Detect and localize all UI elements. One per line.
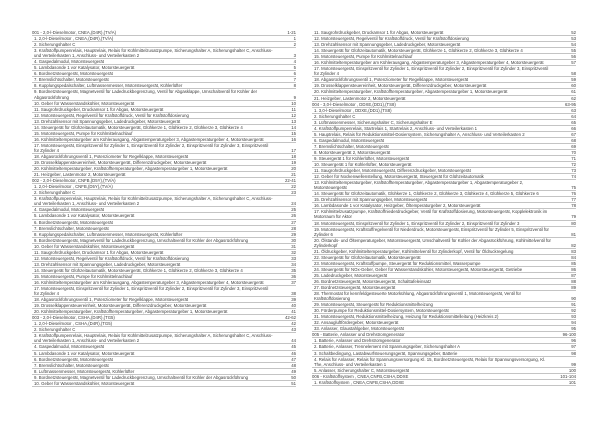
toc-page-number: 11 — [291, 106, 296, 112]
toc-entry-title: 9. Bordnetzsteuergerät, Magnetventil für Ladedruckbegrenzung, Umschaltventil für Kühler der Abgasrückführung — [34, 237, 249, 243]
toc-entry-title: 9. Bordnetzsteuergerät, Magnetventil für Ladedruckbegrenzung, Ventil für Abgasklappe, Umschaltventil für Kühler der Abgasrückführung — [34, 89, 258, 100]
toc-entry-title: 10. Steuergerät 1 für Kühlerlüfter, Motorsteuergerät — [314, 162, 412, 168]
toc-page-number: 83 — [571, 248, 576, 254]
toc-entry-title: 32. Ansaugluftfördergeber, Motorsteuergerät — [314, 320, 399, 326]
toc-page-number: 94 — [571, 320, 576, 326]
toc-entry[interactable] — [312, 227, 576, 238]
toc-entry-title: 2. Sicherungshalter C — [314, 113, 356, 119]
toc-entry-title: 15. Motorsteuergerät, Pumpe für Kühlmittelnachlauf — [34, 273, 133, 279]
toc-entry-title: 6. Gaspedalmodul, Motorsteuergerät — [314, 137, 384, 143]
toc-entry-title: 1. Batterie, Anlasser und Drehstromgenerator — [314, 338, 401, 344]
toc-entry-title: 4. Relais für Anlasser, Relais für Spannungsversorgung Kl. 15, Bordnetzsteuergerät, Relais für Spannungsversorgung, Kl. The, Anschluss- und Verteilerkasten 1 — [314, 356, 546, 367]
toc-entry-title: 11. Saugrohrdruckgeber, Motorsteuergerät, Differenzdruckgeber, Motorsteuergerät — [314, 168, 471, 174]
toc-entry-title: 21. Heizgeber, Lastenmotor 2, Motorsteuergerät — [314, 95, 406, 101]
toc-page-number: 34 — [291, 261, 296, 267]
toc-page-number: 39 — [291, 297, 296, 303]
toc-entry-title: 10. Geber für Wasserstandskühler, Motorsteuergerät — [34, 380, 135, 386]
toc-page-number: 46 — [291, 350, 296, 356]
toc-page-number: 86 — [571, 266, 576, 272]
toc-page-number: 7 — [293, 77, 296, 83]
toc-page-number: 99 — [571, 361, 576, 367]
toc-page-number: 8 — [293, 83, 296, 89]
toc-page-number: 63 — [571, 107, 576, 113]
toc-entry-title: 15. Motorsteuergerät, Pumpe für Kühlmittelnachlauf — [314, 54, 413, 60]
toc-entry-title: 3. Kraftstoffpumpenrelais, Hauptrelais, Relais für Kühlmittelzusatzpumpe, Sicherungshalter A, Sicherungshalter C, Anschluss- und Verteilerkasten 1, Anschluss- und Verteilerkasten 2 — [34, 333, 273, 344]
toc-entry-title: 4. Gaspedalmodul, Motorsteuergerät — [34, 344, 104, 350]
toc-page-number: 76 — [571, 191, 576, 197]
toc-page-number: 1 — [293, 36, 296, 42]
toc-page-number: 97 — [571, 344, 576, 350]
toc-entry-title: 9. Steuergerät 1 für Kühlerlüfter, Motorsteuergerät — [314, 155, 410, 161]
toc-page-number: 13 — [291, 118, 296, 124]
toc-entry-title: 14. Steuergerät für Glühzeitautomatik, Motorsteuergerät, Glühkerze 1, Glühkerze 2, Glühkerze 3, Glühkerze 4 — [34, 267, 243, 273]
toc-entry-title: 6. Bordnetzsteuergerät, Motorsteuergerät — [34, 356, 113, 362]
toc-entry-title: 33. Anlasser, Glaustahlgeber, Motorsteuergerät — [314, 326, 404, 332]
toc-entry-title: 14. Steuergerät für Glühzeitautomatik, Motorsteuergerät, Glühkerze 1, Glühkerze 2, Glühkerze 3, Glühkerze 4 — [34, 124, 243, 130]
toc-entry-title: 13. Drehzahlsensor mit Spannungsgeber, Ladedruckgeber, Motorsteuergerät — [34, 261, 181, 267]
toc-page-number: 3 — [293, 53, 296, 59]
toc-entry-title: 16. Lambdasonde 1 vor Katalysator, Heizgeber, Öltemperaturgeber 2, Motorsteuergerät — [314, 203, 481, 209]
toc-page-number: 25 — [291, 207, 296, 213]
toc-entry-title: 003 - 2,0-l-Dieselmotor, CSHA,(D4R),(TG5) — [32, 315, 115, 321]
toc-page-number: 101 — [568, 379, 576, 385]
toc-entry-title: 12. Motorsteuergerät, Regelventil für Kraftstoffdruck, Ventil für Kraftstoffdosierung — [314, 36, 469, 42]
toc-page-number: 64 — [571, 113, 576, 119]
toc-page-number: 79 — [571, 214, 576, 220]
toc-page-number: 78 — [571, 203, 576, 209]
toc-entry-title: 15. Drehzahlsensor mit Spannungsgeber, Motorsteuergerät — [314, 197, 427, 203]
toc-entry-title: 5. Lambdasonde 1 vor Katalysator, Motorsteuergerät — [34, 65, 135, 71]
toc-page-number: 77 — [571, 197, 576, 203]
toc-page-number: 68 — [571, 137, 576, 143]
toc-entry-title: 21. Öldruckgeber, Kühlmitteltemperaturgeber, Kühlmittelventil für Zylinderkopf, Ventil für Öldruckregelung — [314, 248, 514, 254]
toc-entry-title: 7. Bremslichtschalter, Motorsteuergerät — [314, 143, 389, 149]
toc-entry-title: 13. Drehzahlsensor mit Spannungsgeber, Ladedruckgeber, Motorsteuergerät — [34, 118, 181, 124]
toc-page-number: 30 — [291, 237, 296, 243]
toc-page-number: 22 — [291, 184, 296, 190]
toc-page-number: 16 — [291, 136, 296, 142]
toc-entry-title: 5. Hauptrelais, Relais für Reduktionsmittel-Dosiersystem, Sicherungshalter A, Anschluss- und Verteilerkasten 2 — [314, 131, 525, 137]
toc-entry-title: 10. Geber für Wasserstandskühler, Motorsteuergerät — [34, 100, 135, 106]
toc-page-number: 98 — [571, 350, 576, 356]
toc-page-number: 52 — [571, 30, 576, 35]
toc-page-number: 21 — [291, 172, 296, 178]
toc-page-number: 19 — [291, 160, 296, 166]
toc-page-number: 40 — [291, 303, 296, 309]
toc-left-column — [32, 30, 296, 387]
toc-page-number: 48 — [291, 362, 296, 368]
toc-entry-title: 15. Motorsteuergerät, Pumpe für Kühlmittelnachlauf — [34, 130, 133, 136]
toc-page-number: 58 — [571, 71, 576, 77]
toc-entry-title: 17. Motorsteuergerät, Einspritzventil für Zylinder 1, Einspritzventil für Zylinder 2, Einspritzventil für Zylinder 3, Einspritzventil für Zylinder 4 — [34, 142, 269, 153]
toc-entry-title: 29. Motorsteuergerät, Steuergerät für Reduktionsmittelheizung — [314, 302, 433, 308]
toc-entry-title: 002 - 2,0-l-Dieselmotor, CNFB,(D5Y),(TV/A) — [32, 178, 116, 184]
toc-page-number: 15 — [291, 130, 296, 136]
toc-entry-title: 28. Thermostat für kennfeldgesteuerte Motorkühlung, Abgasrückführungsventil 1, Motorsteuergerät, Ventil für Kraftstoffdosierung — [314, 291, 522, 302]
toc-entry[interactable] — [312, 209, 576, 220]
toc-entry[interactable] — [312, 180, 576, 191]
toc-page-number: 43 — [291, 327, 296, 333]
toc-page-number: 92 — [571, 308, 576, 314]
toc-entry-title: 30. Förderpumpe für Reduktionsmittel-Dosiersystem, Motorsteuergerät — [314, 308, 449, 314]
toc-page-number: 59 — [571, 77, 576, 83]
toc-entry-title: 20. Kühlmitteltemperaturgeber, Kraftstofftemperaturgeber, Abgastemperaturgeber 1, Motorsteuergerät — [34, 309, 228, 315]
toc-entry-title: 1. 3,0-l-Dieselmotor , DDXE,(DD1),(TS8) — [314, 107, 392, 113]
toc-entry-title: 006 - Kraftstoffsystem , CNEA,CNFB,CSHA,DDXE — [312, 373, 409, 379]
toc-entry-title: 6. Bordnetzsteuergerät, Motorsteuergerät — [34, 219, 113, 225]
toc-page-number: 53 — [571, 36, 576, 42]
toc-entry-title: 20. Ölstands- und Öltemperaturgeber, Motorsteuergerät, Umschaltventil für Kühler der Abgasrückführung, Kühlmittelventil für Zylinderkopf — [314, 237, 551, 248]
toc-entry-title: 12. Geber für Nockenwellenstellung, Motorsteuergerät, Steuergerät für Glühzeitautomatik — [314, 174, 484, 180]
toc-entry-title: 16. Kühlmitteltemperaturgeber am Kühlerausgang, Abgastemperaturgeber 3, Abgastemperaturgeber 4, Motorsteuergerät — [314, 60, 544, 66]
toc-entry-title: 11. Saugrohrdruckgeber, Druckamsor 1 für Abgas, Motorsteuergerät — [34, 249, 164, 255]
toc-entry-title: 1. 2,0-l-Dieselmotor , CNEA,(D4R),(TV/A) — [34, 36, 114, 42]
toc-page-number: 93 — [571, 314, 576, 320]
toc-page-number: 17 — [291, 147, 296, 153]
toc-entry-title: 19. Drosselklappensteuereinheit, Motorsteuergerät, Differenzdruckgeber, Motorsteuergerät — [314, 83, 487, 89]
toc-entry-title: 11. Saugrohrdruckgeber, Druckamsor 1 für Abgas, Motorsteuergerät — [314, 30, 444, 35]
toc-page-number: 75 — [571, 185, 576, 191]
toc-page-number: 50 — [291, 374, 296, 380]
toc-page-number: 5 — [293, 65, 296, 71]
toc-entry-title: 8. Kupplungspedalschalter, Luftmassenmesser, Motorsteuergerät, Kühlerlüfter — [34, 231, 183, 237]
toc-entry-title: 17. Motorsteuergerät, Einspritzventil für Zylinder 1, Einspritzventil für Zylinder 2, Einspritzventil für Zylinder 3, Einspritzventil für Zylinder 4 — [34, 286, 269, 297]
toc-page-number: 54 — [571, 42, 576, 48]
toc-entry[interactable] — [32, 286, 296, 297]
toc-entry-title: 7. Bremslichtschalter, Motorsteuergerät — [34, 77, 109, 83]
toc-page-number: 84 — [571, 254, 576, 260]
toc-entry[interactable] — [32, 48, 296, 59]
toc-page-number: 90 — [571, 296, 576, 302]
toc-entry-title: 21. Heizgeber, Lastenmotor 2, Motorsteuergerät — [34, 172, 126, 178]
toc-page-number: 6 — [293, 71, 296, 77]
toc-page-number: 47 — [291, 356, 296, 362]
toc-entry-title: 19. Drosselklappensteuereinheit, Motorsteuergerät, Differenzdruckgeber, Motorsteuergerät — [34, 303, 207, 309]
toc-entry-title: 13. Drehzahlsensor mit Spannungsgeber, Ladedruckgeber, Motorsteuergerät — [314, 42, 461, 48]
toc-page-number: 41 — [291, 309, 296, 315]
toc-entry-title: 16. Kühlmitteltemperaturgeber am Kühlerausgang, Abgastemperaturgeber 3, Abgastemperaturgeber 4, Motorsteuergerät — [34, 279, 264, 285]
toc-page-number: 65 — [571, 119, 576, 125]
toc-entry-title: 17. Kühlmittelzusatzpumpe, Kraftstoffniederdruckgeber, Ventil für Kraftstoffdosierung, Motorsteuergerät, Kopplelektronik im Motorraum für Aktor — [314, 209, 548, 220]
toc-entry-title: 4. Gaspedalmodul, Motorsteuergerät — [34, 59, 104, 65]
toc-entry-title: 16. Kühlmitteltemperaturgeber am Kühlerausgang, Abgastemperaturgeber 3, Abgastemperaturgeber 4, Motorsteuergerät — [34, 136, 264, 142]
toc-page-number: 35 — [291, 267, 296, 273]
toc-entry-title: 7. Bremslichtschalter, Motorsteuergerät — [34, 362, 109, 368]
toc-page-number: 49 — [291, 368, 296, 374]
toc-entry-title: 18. Abgasrückführungsventil 1, Potenziometer für Regelklappe, Motorsteuergerät — [314, 77, 469, 83]
toc-entry-title: 2. Sicherungshalter C — [34, 190, 76, 196]
toc-entry[interactable] — [312, 380, 576, 386]
toc-page-number: 85 — [571, 260, 576, 266]
toc-entry-title: 1. Kraftstoffsystem , CNEA,CNFB,CSHA,DDXE — [314, 379, 405, 385]
toc-entry-title: 23. Motorsteuergerät, Kraftstoffpumpe, Steuergerät für Reduktionsmittel, Wasserpumpe — [314, 260, 481, 266]
toc-page-number: 45 — [291, 344, 296, 350]
toc-entry[interactable] — [32, 381, 296, 387]
toc-entry-title: 4. Gaspedalmodul, Motorsteuergerät — [34, 207, 104, 213]
toc-entry-title: 3. Lüftmassenmesser, Sicherungshalter C, Sicherungshalter E — [314, 119, 433, 125]
toc-page-number: 33 — [291, 255, 296, 261]
toc-entry-title: 005 - Batterie, Anlasser und Drehstromgenerator — [312, 332, 405, 338]
toc-entry-title: 19. Drosselklappensteuereinheit, Motorsteuergerät, Differenzdruckgeber, Motorsteuergerät — [34, 160, 207, 166]
toc-entry-title: 8. Luftmassenmesser, Motorsteuergerät, Kühlerlüfter — [34, 368, 135, 374]
toc-page-number: 91 — [571, 302, 576, 308]
toc-page-number: 27 — [291, 219, 296, 225]
toc-entry-title: 2. Sicherungshalter C — [34, 327, 76, 333]
toc-page-number: 66 — [571, 125, 576, 131]
toc-entry-title: 2. Batterie, Anlasser, Trennelement mit Spannungsgeber, Sicherungshalter A — [314, 344, 460, 350]
toc-entry-title: 18. Motorsteuergerät, Einspritzventil für Zylinder 1, Einspritzventil für Zylinder 2, Einspritzventil für Zylinder 3 — [314, 220, 520, 226]
toc-entry-title: 13. Kühlmitteltemperaturgeber, Kraftstofftemperaturgeber, Abgastemperaturgeber 1, Abgastemperaturgeber 2, Motorsteuergerät — [314, 180, 524, 191]
toc-page-number: 96 — [571, 338, 576, 344]
toc-page-number: 88 — [571, 278, 576, 284]
toc-entry-title: 20. Kühlmitteltemperaturgeber, Kraftstofftemperaturgeber, Abgastemperaturgeber 1, Motorsteuergerät — [34, 166, 228, 172]
toc-entry-title: 5. Lambdasonde 1 vor Katalysator, Motorsteuergerät — [34, 213, 135, 219]
toc-page-number: 61 — [571, 89, 576, 95]
toc-entry-title: 3. Kraftstoffpumpenrelais, Hauptrelais, Relais für Kühlmittelzusatzpumpe, Sicherungshalter A, Sicherungshalter C, Anschluss- und Verteilerkasten 1, Anschluss- und Verteilerkasten 2 — [34, 196, 273, 207]
toc-page-number: 9 — [293, 94, 296, 100]
toc-page-number: 1-21 — [287, 30, 296, 35]
toc-entry-title: 3. Kraftstoffpumpenrelais, Hauptrelais, Relais für Kühlmittelzusatzpumpe, Sicherungshalter A, Sicherungshalter C, Anschluss- und Verteilerkasten 1, Anschluss- und Verteilerkasten 2 — [34, 48, 273, 59]
toc-entry-title: 14. Steuergerät für Glühzeitautomatik, Motorsteuergerät, Glühkerze 1, Glühkerze 2, Glühkerze 3, Glühkerze 4 — [314, 48, 523, 54]
toc-page-number: 20 — [291, 166, 296, 172]
toc-entry-title: 8. Motorsteuergerät 2, Motorsteuergerät — [314, 149, 391, 155]
toc-entry[interactable] — [32, 196, 296, 207]
toc-page-number: 37 — [291, 279, 296, 285]
toc-entry-title: 25. Ladedruckgeber, Motorsteuergerät — [314, 272, 388, 278]
toc-page-number: 72 — [571, 162, 576, 168]
toc-page-number: 74 — [571, 174, 576, 180]
toc-page-number: 55 — [571, 48, 576, 54]
toc-page-number: 69 — [571, 143, 576, 149]
toc-page-number: 10 — [291, 100, 296, 106]
toc-entry[interactable] — [312, 357, 576, 368]
toc-entry-title: 18. Abgasrückführungsventil 1, Potenziometer für Regelklappe, Motorsteuergerät — [34, 297, 189, 303]
toc-entry-title: 5. Anlasser, Sicherungshalter C, Motorsteuergerät — [314, 367, 410, 373]
toc-page-number: 89 — [571, 285, 576, 291]
toc-page-number: 2 — [293, 42, 296, 48]
toc-page-number: 62 — [571, 95, 576, 101]
toc-page-number: 22-41 — [285, 178, 296, 184]
toc-page-number: 18 — [291, 153, 296, 159]
toc-entry[interactable] — [312, 238, 576, 249]
toc-entry-title: 9. Bordnetzsteuergerät, Magnetventil für Ladedruckbegrenzung, Umschaltventil für Kühler der Abgasrückführung — [34, 374, 249, 380]
toc-entry-title: 2. Sicherungshalter C — [34, 42, 76, 48]
toc-page-number: 81 — [571, 231, 576, 237]
toc-page-number: 23 — [291, 190, 296, 196]
toc-page-number: 42 — [291, 321, 296, 327]
toc-entry-title: 3. Schaltbedingung, Lastabwurfsteuerungsgerät, Spannungsgeber, Batterie — [314, 350, 458, 356]
toc-entry[interactable] — [32, 89, 296, 100]
toc-entry-title: 1. 2,0-l-Dieselmotor , CSHA,(D4R),(TG5) — [34, 321, 113, 327]
toc-entry-title: 004 - 3,0-l-Dieselmotor , DDXE,(DD1),(TS8) — [312, 101, 396, 107]
toc-entry-title: 11. Saugrohrdruckgeber, Druckamsor 1 für Abgas, Motorsteuergerät — [34, 106, 164, 112]
toc-page-number: 71 — [571, 155, 576, 161]
toc-entry-title: 18. Abgasrückführungsventil 1, Potenziometer für Regelklappe, Motorsteuergerät — [34, 153, 189, 159]
toc-page-number: 24 — [291, 201, 296, 207]
toc-page-number: 95 — [571, 326, 576, 332]
toc-page-number: 14 — [291, 124, 296, 130]
toc-entry-title: 19. Motorsteuergerät, Kraftstoffregelventil für Niederdruck, Motorsteuergerät, Einspritzventil für Zylinder 5, Einspritzventil für Zylinder 6 — [314, 226, 549, 237]
toc-entry-title: 24. Steuergerät für NOx-Geber, Geber für Wasserstandskühler, Motorsteuergerät, Motorsteuergerät, Getriebe — [314, 266, 523, 272]
toc-page-number: 80 — [571, 220, 576, 226]
toc-page-number: 82 — [571, 242, 576, 248]
toc-entry-title: 12. Motorsteuergerät, Regelventil für Kraftstoffdruck, Ventil für Kraftstoffdosierung — [34, 255, 189, 261]
toc-page-number: 44 — [291, 338, 296, 344]
toc-entry-title: 20. Kühlmitteltemperaturgeber, Kraftstofftemperaturgeber, Abgastemperaturgeber 1, Motorsteuergerät — [314, 89, 508, 95]
toc-entry-title: 27. Bordnetzsteuergerät, Motorsteuergerät — [314, 285, 396, 291]
toc-page-number: 60 — [571, 83, 576, 89]
toc-entry-title: 26. Bordnetzsteuergerät, Motorsteuergerät, Schalttafeleinsatz — [314, 278, 432, 284]
toc-page-number: 57 — [571, 60, 576, 66]
toc-entry[interactable] — [32, 333, 296, 344]
toc-page-number: 63-95 — [565, 101, 576, 107]
toc-page-number: 51 — [291, 380, 296, 386]
toc-page-number: 101-104 — [560, 373, 576, 379]
toc-page-number: 70 — [571, 149, 576, 155]
toc-entry-title: 1. 2,0-l-Dieselmotor , CNFB,(D5Y),(TV/A) — [34, 184, 113, 190]
toc-entry-title: 12. Motorsteuergerät, Regelventil für Kraftstoffdruck, Ventil für Kraftstoffdosierung — [34, 112, 189, 118]
toc-entry-title: 4. Kraftstoffpumpenrelais, Startrelais 1, Startrelais 2, Anschluss- und Verteilerkasten 1 — [314, 125, 478, 131]
toc-entry-title: 8. Kupplungspedalschalter, Luftmassenmesser, Motorsteuergerät, Kühlerlüfter — [34, 83, 183, 89]
toc-entry-title: 22. Steuergerät für Glühzeitautomatik, Motorsteuergerät — [314, 254, 421, 260]
toc-page-number: 4 — [293, 59, 296, 65]
toc-entry[interactable] — [312, 291, 576, 302]
toc-page-number: 29 — [291, 231, 296, 237]
toc-page-number: 67 — [571, 131, 576, 137]
toc-page-number: 31 — [291, 243, 296, 249]
toc-entry-title: 14. Steuergerät für Glühzeitautomatik, Glühkerze 1, Glühkerze 2, Glühkerze 3, Glühkerze 4, Glühkerze 5, Glühkerze 6 — [314, 191, 539, 197]
toc-entry[interactable] — [312, 66, 576, 77]
toc-page-number: 36 — [291, 273, 296, 279]
toc-page-number: 42-62 — [285, 315, 296, 321]
toc-entry[interactable] — [32, 143, 296, 154]
toc-page-number: 32 — [291, 249, 296, 255]
toc-page-number: 38 — [291, 291, 296, 297]
toc-entry-title: 7. Bremslichtschalter, Motorsteuergerät — [34, 225, 109, 231]
toc-page-number: 56 — [571, 54, 576, 60]
toc-page-number: 12 — [291, 112, 296, 118]
toc-page-number: 100 — [568, 367, 576, 373]
toc-entry-title: 5. Lambdasonde 1 vor Katalysator, Motorsteuergerät — [34, 350, 135, 356]
toc-entry-title: 31. Motorsteuergerät, Reduktionsmittelheizung, Heizung für Reduktionsmittelleitung (Heizkreis 2) — [314, 314, 499, 320]
toc-entry-title: 17. Motorsteuergerät, Einspritzventil für Zylinder 1, Einspritzventil für Zylinder 2, Einspritzventil für Zylinder 3, Einspritzventil für Zylinder 4 — [314, 66, 549, 77]
toc-page-number: 28 — [291, 225, 296, 231]
toc-entry-title: 10. Geber für Wasserstandskühler, Motorsteuergerät — [34, 243, 135, 249]
toc-page-number: 26 — [291, 213, 296, 219]
toc-entry-title: 001 - 2,0-l-Dieselmotor, CNEA,(D4R),(TV/A) — [32, 30, 117, 35]
toc-right-column — [312, 30, 576, 386]
toc-page-number: 73 — [571, 168, 576, 174]
toc-page-number: 87 — [571, 272, 576, 278]
toc-page-number: 96-100 — [562, 332, 576, 338]
toc-entry-title: 6. Bordnetzsteuergerät, Motorsteuergerät — [34, 71, 113, 77]
